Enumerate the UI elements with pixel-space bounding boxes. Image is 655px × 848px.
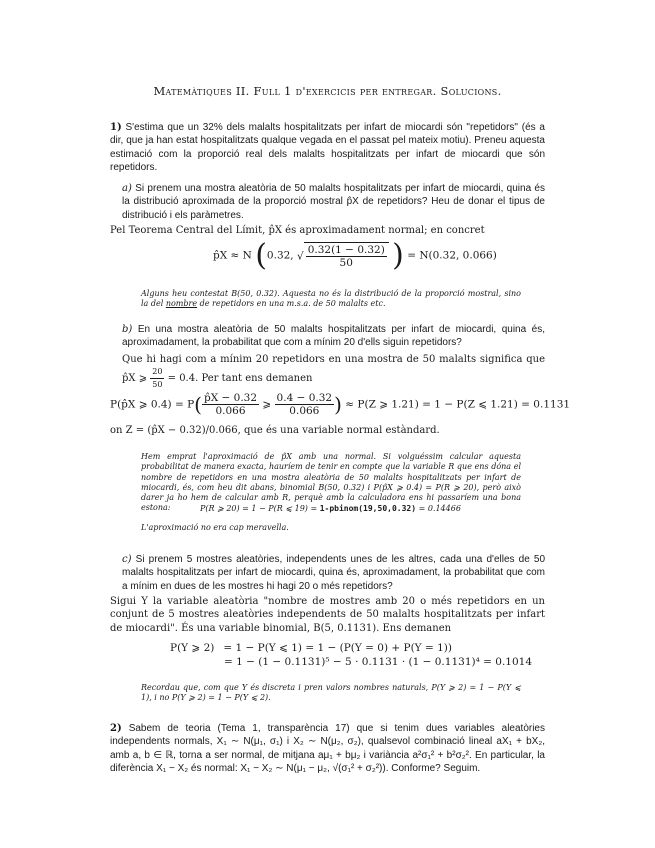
part-b-after-eq: on Z = (p̂X − 0.32)/0.066, que és una variable normal estàndard. [110,425,440,436]
part-b-question [122,323,545,350]
part-a-eq-arg: 0.32, [266,249,294,262]
part-a-sqrt-den: 50 [339,257,353,269]
part-c-eq-line1-rhs: = 1 − P(Y ⩽ 1) = 1 − (P(Y = 0) + P(Y = 1)) [223,642,452,654]
part-a-eq-rhs: = N(0.32, 0.066) [407,249,497,262]
part-b-answer-end: = 0.4. Per tant ens demanen [167,373,313,385]
part-b-eq-mid: ⩾ [262,398,272,411]
part-a-sqrt: √ $\frac{0.32(1 - 0.32)}{50}$ [297,242,389,269]
problem-1-statement [110,121,545,174]
part-b-note-eq-post: = 0.14466 [416,504,461,513]
part-b-answer [122,353,545,391]
part-b-frac-den: 50 [152,380,163,390]
part-a-eq-lhs: p̂X ≈ N [213,249,252,262]
part-b-eq-rest: ≈ P(Z ⩾ 1.21) = 1 − P(Z ⩽ 1.21) = 0.1131 [345,398,571,411]
part-a-sqrt-num: 0.32(1 − 0.32) [307,244,385,256]
part-b-note-end: L'aproximació no era cap meravella. [141,523,289,532]
part-a-note-underline: nombre [165,299,198,309]
part-b-f1-den: 0.066 [215,405,246,417]
part-b-eq-p: P(p̂X ⩾ 0.4) = P [110,398,195,411]
part-c-question-text: Si prenem 5 mostres aleatòries, independents unes de les altres, cada una d'elles de 50 malalts hospitalitzats per infart de miocardi, quina és, aproximadament, la probabilitat que com a mínim en dues de les mostres hi hagi 20 o més repetidors? [122,554,546,592]
part-c-question [122,553,545,593]
part-a-note-before: Alguns heu contestat B(50, 0.32). Aquesta no és la distribució de la proporció mostral, sino la del [141,289,521,309]
part-a-equation: p̂X ≈ N (0.32, √ $\frac{0.32(1 - 0.32)}{50}$ ) = N(0.32, 0.066) [213,238,497,273]
part-c-eq-line2: = 1 − (1 − 0.1131)⁵ − 5 · 0.1131 · (1 − 0.1131)⁴ = 0.1014 [224,656,533,668]
part-b-answer-text: Que hi hagi com a mínim 20 repetidors en una mostra de 50 malalts significa que p̂X ⩾ [122,354,545,385]
part-a-label: a) [122,183,132,194]
part-a-note-after: de repetidors en una m.s.a. de 50 malalts etc. [197,299,386,309]
part-a-question-text: Si prenem una mostra aleatòria de 50 malalts hospitalitzats per infart de miocardi, quina és la distribució aproximada de la proporció mostral p̂X de repetidors? Heu de donar el tipus de distribució i els paràmetres. [122,183,545,221]
part-b-question-text: En una mostra aleatòria de 50 malalts hospitalitzats per infart de miocardi, quina és, aproximadament, la probabilitat que com a mínim 20 d'ells siguin repetidors? [122,324,545,349]
part-b-note-eq-pre: P(R ⩾ 20) = 1 − P(R ⩽ 19) = [200,504,320,513]
part-c-label: c) [122,554,132,565]
part-b-equation: P(p̂X ⩾ 0.4) = P( $\frac{p̂X - 0.32}{0.066}$ ⩾ $\frac{0.4 - 0.32}{0.066}$ ) ≈ P(Z ⩾ 1.21) = 1 − P(Z ⩽ 1.21) = 0.1131 [110,392,571,417]
problem-2-statement [110,722,545,775]
problem-1-label: 1) [110,122,122,133]
part-b-note-equation [200,504,530,514]
problem-2-label: 2) [110,723,122,734]
part-b-note: Hem emprat l'aproximació de p̂X amb una normal. Si volguéssim calcular aquesta probabilitat de manera exacta, hauríem de tenir en compte que la variable R que ens dóna el nombre de repetidors en una mostra aleatòria de 50 malalts hospitalitzats per infart de miocardi, és, com heu dit abans, binomial B(50, 0.32) i P(p̂X ⩾ 0.4) = P(R ⩾ 20), però això darer ja ho hem de calcular amb R, perquè amb la calculadora ens hi passaríem una bona estona: [141,452,521,513]
part-c-note: Recordau que, com que Y és discreta i pren valors nombres naturals, P(Y ⩾ 2) = 1 − P(Y ⩽ 1), i no P(Y ⩾ 2) = 1 − P(Y ⩽ 2). [141,683,521,703]
part-c-eq-lhs: P(Y ⩾ 2) [170,642,215,654]
part-b-f1-num: p̂X − 0.32 [203,392,258,404]
page-title: Matemàtiques II. Full 1 d'exercicis per entregar. Solucions. [153,84,502,98]
part-b-frac-num: 20 [150,366,164,379]
problem-1-text: S'estima que un 32% dels malalts hospitalitzats per infart de miocardi són "repetidors" (és a dir, que ja han estat hospitalitzats qualque vegada en el passat pel mateix motiu). Preneu aquesta estimació com la proporció real dels malalts hospitalitzats per infart de miocardi que són repetidors. [110,122,545,173]
part-a-question [122,182,545,222]
part-c-answer: Sigui Y la variable aleatòria "nombre de mostres amb 20 o més repetidors en un conjunt de 5 mostres aleatòries independents de 50 malalts hospitalitzats per infart de miocardi". És una variable binomial, B(5, 0.1131). Ens demanen [110,596,545,634]
part-a-answer: Pel Teorema Central del Límit, p̂X és aproximadament normal; en concret [110,225,485,236]
part-b-f2-num: 0.4 − 0.32 [276,392,333,404]
part-b-label: b) [122,324,133,335]
part-a-note [141,289,521,310]
part-b-note-eq-code: 1-pbinom(19,50,0.32) [319,504,417,513]
problem-2-text: Sabem de teoria (Tema 1, transparència 17) que si tenim dues variables aleatòries independents normals, X₁ ∼ N(μ₁, σ₁) i X₂ ∼ N(μ₂, σ₂), qualsevol combinació lineal aX₁ + bX₂, amb a, b ∈ ℝ, torna a ser normal, de mitjana aμ₁ + bμ₂ i variància a²σ₁² + b²σ₂². En particular, la diferència X₁ − X₂ és normal: X₁ − X₂ ∼ N(μ₁ − μ₂, √(σ₁² + σ₂²)). Conforme? Seguim. [110,723,545,774]
part-b-f2-den: 0.066 [289,405,320,417]
part-c-eq-line1 [170,642,452,654]
